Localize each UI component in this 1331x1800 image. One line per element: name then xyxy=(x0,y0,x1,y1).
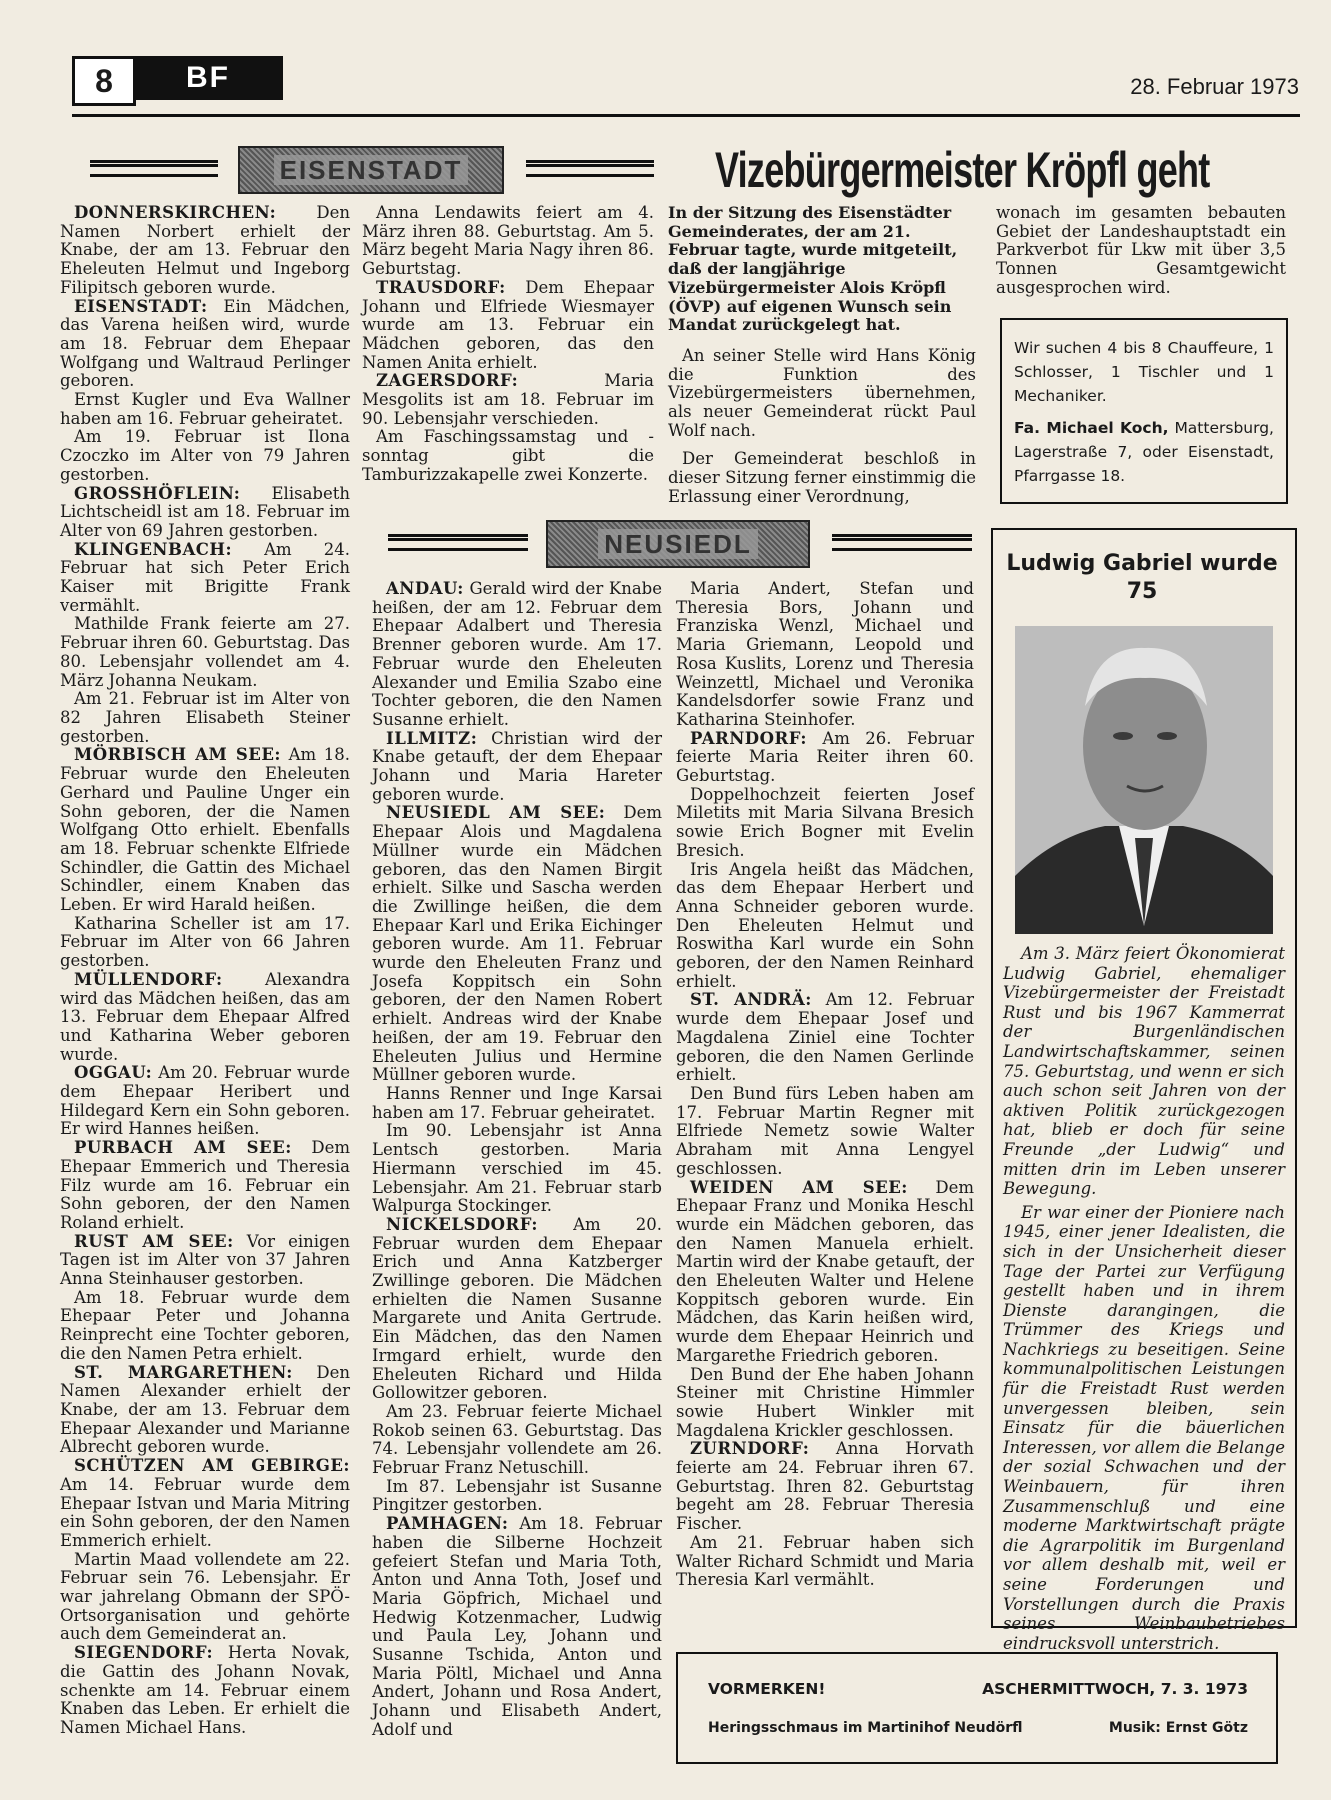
news-text: Maria Andert, Stefan und Theresia Bors, Johann und Franziska Wenzl, Michael und Maria Griemann, Leopold und Rosa Kuslits, Lorenz und Theresia Weinzettl, Michael und Veronika Kandelsdorfer sowie Franz und Katharina Steinhofer. xyxy=(676,579,974,729)
news-text: Den Namen Norbert erhielt der Knabe, der am 13. Februar den Eheleuten Helmut und Ingeborg Filipitsch geboren wurde. xyxy=(60,203,350,297)
article-paragraph: An seiner Stelle wird Hans König die Funktion des Vizebürgermeisters übernehmen, als neuer Gemeinderat rückt Paul Wolf nach. xyxy=(668,345,976,440)
event-ad-date: ASCHERMITTWOCH, 7. 3. 1973 xyxy=(982,1680,1248,1698)
news-text: Iris Angela heißt das Mädchen, das dem Ehepaar Herbert und Anna Schneider geboren wurde. Den Eheleuten Helmut und Roswitha Karl wurde ein Sohn geboren, der den Namen Reinhard erhielt. xyxy=(676,859,974,991)
event-ad-music: Musik: Ernst Götz xyxy=(1108,1720,1248,1736)
event-ad-label: VORMERKEN! xyxy=(708,1680,826,1698)
place-name: ZURNDORF: xyxy=(690,1439,810,1459)
article-column-2 xyxy=(996,204,1286,298)
news-text: Den Bund der Ehe haben Johann Steiner mit Christine Himmler sowie Hubert Winkler mit Magdalena Krickler geschlossen. xyxy=(676,1364,974,1440)
news-text: Dem Ehepaar Emmerich und Theresia Filz wurde am 16. Februar ein Sohn geboren, der den Namen Roland erhielt. xyxy=(60,1138,351,1232)
news-text: Vor einigen Tagen ist im Alter von 37 Jahren Anna Steinhauser gestorben. xyxy=(60,1231,351,1289)
place-name: NEUSIEDL AM SEE: xyxy=(386,803,606,823)
place-name: ST. MARGARETHEN: xyxy=(74,1362,293,1382)
caption-paragraph: Er war einer der Pioniere nach 1945, einer jener Idealisten, die sich in der Unsicherheit dieser Tage der Partei zur Verfügung gestellt haben und in ihrem Dienste darangingen, die Trümmer des Kriegs und Nachkriegs zu beseitigen. Seine kommunalpolitischen Leistungen für die Freistadt Rust werden unvergessen bleiben, sein Einsatz für die bäuerlichen Interessen, vor allem die Belange der sozial Schwachen und der Weinbauern, für ihren Zusammenschluß und eine moderne Marktwirtschaft prägte die Agrarpolitik im Burgenland vor allem deshalb mit, weil er seine Forderungen und Vorstellungen durch die Praxis seines Weinbaubetriebes eindrucksvoll unterstrich. xyxy=(1003,1202,1285,1653)
header-rule xyxy=(72,114,1300,117)
event-ad xyxy=(676,1652,1278,1764)
news-text: Am 20. Februar wurde dem Ehepaar Heribert und Hildegard Kern ein Sohn geboren. Er wird Hannes heißen. xyxy=(60,1063,350,1139)
news-item xyxy=(676,991,974,1085)
article-lead: In der Sitzung des Eisenstädter Gemeinderates, der am 21. Februar tagte, wurde mitgeteilt, daß der langjährige Vizebürgermeister Alois Kröpfl (ÖVP) auf eigenen Wunsch sein Mandat zurückgelegt hat. xyxy=(668,203,958,335)
news-text: Dem Ehepaar Franz und Monika Heschl wurde ein Mädchen geboren, das den Namen Manuela erhielt. Martin wird der Knabe getauft, der den Eheleuten Walter und Helene Koppitsch geboren wurde. Ein Mädchen, das Karin heißen wird, wurde dem Ehepaar Heinrich und Margarethe Friedrich geboren. xyxy=(676,1177,974,1365)
news-item xyxy=(60,1289,350,1364)
portrait-caption xyxy=(1003,944,1285,1653)
news-item xyxy=(60,1233,350,1289)
news-item xyxy=(372,1122,662,1216)
portrait-title: Ludwig Gabriel wurde 75 xyxy=(1006,551,1278,604)
place-name: PAMHAGEN: xyxy=(386,1514,509,1534)
news-item xyxy=(60,541,350,616)
news-item xyxy=(60,746,350,914)
news-text: Herta Novak, die Gattin des Johann Novak, schenkte am 14. Februar einem Knaben das Leben. Er erhielt die Namen Michael Hans. xyxy=(60,1643,351,1737)
place-name: SCHÜTZEN AM GEBIRGE: xyxy=(74,1456,350,1476)
place-name: NICKELSDORF: xyxy=(386,1214,538,1234)
news-item xyxy=(372,1216,662,1403)
news-text: Im 90. Lebensjahr ist Anna Lentsch gestorben. Maria Hiermann verschied im 45. Lebensjahr. Am 21. Februar starb Walpurga Stockinger. xyxy=(372,1121,662,1216)
news-text: Elisabeth Lichtscheidl ist am 18. Februar im Alter von 69 Jahren gestorben. xyxy=(60,483,350,540)
news-item xyxy=(676,1366,974,1441)
place-name: WEIDEN AM SEE: xyxy=(690,1177,908,1197)
caption-paragraph: Am 3. März feiert Ökonomierat Ludwig Gabriel, ehemaliger Vizebürgermeister der Freistadt Rust und bis 1967 Kammerrat der Burgenländischen Landwirtschaftskammer, seinen 75. Geburtstag, und wenn er sich auch schon seit Jahren von der aktiven Politik zurückgezogen hat, blieb er doch für seine Freunde „der Ludwig“ und mitten drin im Leben unserer Bewegung. xyxy=(1003,944,1285,1199)
neusiedl-column-1 xyxy=(372,580,662,1740)
news-text: Martin Maad vollendete am 22. Februar sein 76. Lebensjahr. Er war jahrelang Obmann der SPÖ-Ortsorganisation und gehörte auch dem Gemeinderat an. xyxy=(60,1549,350,1644)
place-name: PURBACH AM SEE: xyxy=(74,1138,292,1158)
place-name: OGGAU: xyxy=(74,1063,153,1083)
news-text: Am 20. Februar wurden dem Ehepaar Erich und Anna Katzberger Zwillinge geboren. Die Mädchen erhielten die Namen Susanne Margarete und Anita Gertrude. Ein Mädchen, das den Namen Irmgard erhielt, wurde den Eheleuten Richard und Hilda Gollowitzer geboren. xyxy=(372,1214,662,1403)
news-item xyxy=(60,1064,350,1139)
place-name: MÖRBISCH AM SEE: xyxy=(74,745,282,765)
news-item xyxy=(60,298,350,392)
news-text: Alexandra wird das Mädchen heißen, das am 13. Februar dem Ehepaar Alfred und Katharina Weber geboren wurde. xyxy=(60,969,350,1064)
news-text: Anna Horvath feierte am 24. Februar ihren 67. Geburtstag. Ihren 82. Geburtstag begeht am 28. Februar Theresia Fischer. xyxy=(676,1439,974,1534)
event-ad-venue: Heringsschmaus im Martinihof Neudörfl xyxy=(708,1720,1023,1736)
news-item xyxy=(372,1478,662,1515)
news-text: Den Namen Alexander erhielt der Knabe, der am 13. Februar dem Ehepaar Alexander und Marianne Albrecht geboren wurde. xyxy=(60,1362,351,1457)
news-item xyxy=(362,204,654,279)
job-ad-text: Wir suchen 4 bis 8 Chauffeure, 1 Schlosser, 1 Tischler und 1 Mechaniker. xyxy=(1014,339,1274,405)
news-item xyxy=(60,485,350,541)
neusiedl-banner xyxy=(546,520,810,568)
job-ad-address: Mattersburg, Lagerstraße 7, oder Eisenstadt, Pfarrgasse 18. xyxy=(1014,419,1274,485)
place-name: ANDAU: xyxy=(386,579,464,598)
issue-date: 28. Februar 1973 xyxy=(1130,74,1299,99)
neusiedl-column-2 xyxy=(676,580,974,1590)
news-item xyxy=(60,1551,350,1645)
news-text: Anna Lendawits feiert am 4. März ihren 88. Geburtstag. Am 5. März begeht Maria Nagy ihren 86. Geburtstag. xyxy=(362,203,654,279)
place-name: GROSSHÖFLEIN: xyxy=(74,483,241,503)
news-text: Hanns Renner und Inge Karsai haben am 17. Februar geheiratet. xyxy=(372,1083,662,1122)
news-text: Am Faschingssamstag und -sonntag gibt die Tamburizzakapelle zwei Konzerte. xyxy=(362,427,654,484)
news-item xyxy=(676,580,974,730)
banner-rule xyxy=(526,160,654,177)
news-item xyxy=(60,428,350,484)
news-text: Am 21. Februar ist im Alter von 82 Jahren Elisabeth Steiner gestorben. xyxy=(60,689,350,746)
news-item xyxy=(676,1440,974,1534)
news-text: Am 14. Februar wurde dem Ehepaar Istvan und Maria Mitring ein Sohn geboren, der den Namen Emmerich erhielt. xyxy=(60,1474,350,1550)
news-item xyxy=(60,1644,350,1738)
article-paragraph: wonach im gesamten bebauten Gebiet der Landeshauptstadt ein Parkverbot für Lkw mit über 3,5 Tonnen Gesamtgewicht ausgesprochen wird. xyxy=(996,203,1286,297)
news-text: Am 19. Februar ist Ilona Czoczko im Alter von 79 Jahren gestorben. xyxy=(60,427,350,484)
place-name: ST. ANDRÄ: xyxy=(690,990,812,1010)
place-name: KLINGENBACH: xyxy=(74,539,233,559)
place-name: PARNDORF: xyxy=(690,728,807,748)
news-item xyxy=(676,730,974,786)
news-text: Am 26. Februar feierte Maria Reiter ihren 60. Geburtstag. xyxy=(676,728,974,786)
news-item xyxy=(372,1403,662,1478)
news-item xyxy=(60,391,350,428)
place-name: EISENSTADT: xyxy=(74,296,208,316)
article-paragraph: Der Gemeinderat beschloß in dieser Sitzung ferner einstimmig die Erlassung einer Verordnung, xyxy=(668,449,976,506)
news-text: Am 21. Februar haben sich Walter Richard Schmidt und Maria Theresia Karl vermählt. xyxy=(676,1532,974,1590)
place-name: RUST AM SEE: xyxy=(74,1231,234,1251)
news-text: Am 18. Februar wurde dem Ehepaar Peter und Johanna Reinprecht eine Tochter geboren, die den Namen Petra erhielt. xyxy=(60,1287,350,1363)
place-name: SIEGENDORF: xyxy=(74,1643,214,1663)
place-name: TRAUSDORF: xyxy=(376,277,506,297)
eisenstadt-column-2 xyxy=(362,204,654,485)
eisenstadt-banner-label: EISENSTADT xyxy=(274,155,469,185)
news-item xyxy=(372,804,662,1085)
banner-rule xyxy=(90,160,218,177)
news-text: Am 18. Februar wurde den Eheleuten Gerhard und Pauline Unger ein Sohn geboren, der die Namen Wolfgang Otto erhielt. Ebenfalls am 18. Februar schenkte Elfriede Schindler, die Gattin des Michael Schindler, einem Knaben das Leben. Er wird Harald heißen. xyxy=(60,745,350,915)
news-item xyxy=(60,690,350,746)
news-text: Am 24. Februar hat sich Peter Erich Kaiser mit Brigitte Frank vermählt. xyxy=(60,539,350,615)
news-text: Dem Ehepaar Johann und Elfriede Wiesmayer wurde am 13. Februar ein Mädchen geboren, das den Namen Anita erhielt. xyxy=(362,277,654,372)
place-name: ZAGERSDORF: xyxy=(376,371,519,391)
news-text: Maria Mesgolits ist am 18. Februar im 90. Lebensjahr verschieden. xyxy=(362,371,654,428)
place-name: ILLMITZ: xyxy=(386,728,478,748)
news-text: Doppelhochzeit feierten Josef Miletits mit Maria Silvana Bresich sowie Erich Bogner mit Evelin Bresich. xyxy=(676,784,974,860)
page-number: 8 xyxy=(72,56,136,106)
news-item xyxy=(676,786,974,861)
job-ad-firm: Fa. Michael Koch, xyxy=(1014,419,1169,437)
article-column-1 xyxy=(668,204,976,507)
section-tag: BF xyxy=(133,56,283,100)
news-text: Ernst Kugler und Eva Wallner haben am 16. Februar geheiratet. xyxy=(60,390,350,428)
portrait-photo xyxy=(1015,626,1273,934)
news-text: Gerald wird der Knabe heißen, der am 12. Februar dem Ehepaar Adalbert und Theresia Brenner geboren wurde. Am 17. Februar wurde den Eheleuten Alexander und Emilia Szabo eine Tochter geboren, die den Namen Susanne erhielt. xyxy=(372,579,662,729)
news-item xyxy=(372,730,662,805)
news-item xyxy=(362,372,654,428)
article-headline: Vizebürgermeister Kröpfl geht xyxy=(715,142,1210,198)
news-item xyxy=(60,1139,350,1233)
news-item xyxy=(362,428,654,484)
news-text: Mathilde Frank feierte am 27. Februar ihren 60. Geburtstag. Das 80. Lebensjahr vollendet am 4. März Johanna Neukam. xyxy=(60,614,350,690)
news-item xyxy=(60,1364,350,1458)
neusiedl-banner-label: NEUSIEDL xyxy=(598,529,757,559)
banner-rule xyxy=(388,534,528,551)
news-text: Christian wird der Knabe getauft, der dem Ehepaar Johann und Maria Hareter geboren wurde. xyxy=(372,728,663,804)
job-ad xyxy=(1000,318,1288,504)
news-item xyxy=(60,615,350,690)
news-item xyxy=(676,1085,974,1179)
news-text: Katharina Scheller ist am 17. Februar im Alter von 66 Jahren gestorben. xyxy=(60,913,350,971)
news-item xyxy=(676,1179,974,1366)
news-text: Den Bund fürs Leben haben am 17. Februar Martin Regner mit Elfriede Nemetz sowie Walter Abraham mit Anna Lengyel geschlossen. xyxy=(676,1083,974,1178)
news-text: Im 87. Lebensjahr ist Susanne Pingitzer gestorben. xyxy=(372,1476,662,1515)
news-item xyxy=(60,1457,350,1551)
news-item xyxy=(372,580,662,730)
news-text: Am 18. Februar haben die Silberne Hochzeit gefeiert Stefan und Maria Toth, Anton und Anna Toth, Josef und Maria Göpfrich, Michael und Hedwig Kotzenmacher, Ludwig und Paula Ley, Johann und Susanne Tschida, Anton und Maria Pöltl, Michael und Anna Andert, Johann und Rosa Andert, Johann und Elisabeth Andert, Adolf und xyxy=(372,1514,662,1739)
news-text: Am 23. Februar feierte Michael Rokob seinen 63. Geburtstag. Das 74. Lebensjahr vollendete am 26. Februar Franz Netuschill. xyxy=(372,1401,662,1478)
place-name: DONNERSKIRCHEN: xyxy=(74,203,277,222)
news-item xyxy=(372,1515,662,1739)
news-item xyxy=(362,279,654,373)
news-text: Dem Ehepaar Alois und Magdalena Müllner wurde ein Mädchen geboren, das den Namen Birgit erhielt. Silke und Sascha werden die Zwillinge heißen, die dem Ehepaar Karl und Erika Eichinger geboren wurde. Am 11. Februar wurde den Eheleuten Franz und Josefa Koppitsch ein Sohn geboren, der den Namen Robert erhielt. Andreas wird der Knabe heißen, der am 19. Februar den Eheleuten Julius und Hermine Müllner geboren wurde. xyxy=(372,803,663,1085)
eisenstadt-banner xyxy=(238,146,504,194)
eisenstadt-column-1 xyxy=(60,204,350,1738)
news-item xyxy=(676,861,974,992)
news-text: Ein Mädchen, das Varena heißen wird, wurde am 18. Februar dem Ehepaar Wolfgang und Waltraud Perlinger geboren. xyxy=(60,296,350,391)
news-text: Am 12. Februar wurde dem Ehepaar Josef und Magdalena Ziniel eine Tochter geboren, die den Namen Gerlinde erhielt. xyxy=(676,990,975,1085)
banner-rule xyxy=(832,534,972,551)
news-item xyxy=(60,915,350,971)
news-item xyxy=(676,1534,974,1590)
news-item xyxy=(372,1085,662,1122)
news-item xyxy=(60,204,350,298)
news-item xyxy=(60,971,350,1065)
place-name: MÜLLENDORF: xyxy=(74,969,223,989)
